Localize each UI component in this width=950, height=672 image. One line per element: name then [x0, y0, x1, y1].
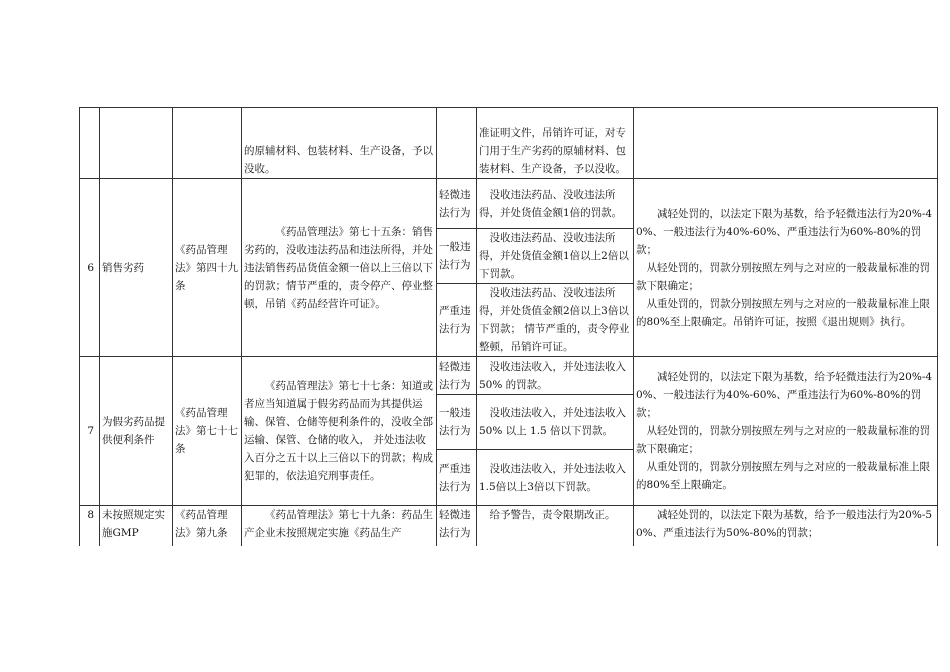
- penalty-standard: 准证明文件，吊销许可证，对专门用于生产劣药的原辅材料、包装材料、生产设备，予以没收。: [477, 108, 634, 179]
- legal-basis: 《药品管理法》第九条: [173, 506, 242, 546]
- penalty-provision: 《药品管理法》第七十五条：销售劣药的，没收违法药品和违法所得，并处违法销售药品货值金额一倍以上三倍以下的罚款；情节严重的，责令停产、停业整顿，吊销《药品经营许可证》。: [242, 179, 437, 357]
- violation-level: 轻微违法行为: [437, 357, 477, 395]
- row-number: 6: [80, 179, 100, 357]
- violation-item: 未按照规定实施GMP: [100, 506, 173, 546]
- violation-level: 轻微违法行为: [437, 506, 477, 546]
- discretion-explanation: [634, 506, 938, 546]
- penalty-discretion-table: [79, 107, 938, 546]
- row-number: [80, 108, 100, 179]
- violation-level: 严重违法行为: [437, 284, 477, 357]
- violation-level: 一般违法行为: [437, 229, 477, 284]
- violation-level: 轻微违法行为: [437, 179, 477, 229]
- violation-level: 一般违法行为: [437, 395, 477, 450]
- penalty-standard: 没收违法收入，并处违法收入 50% 以上 1.5 倍以下罚款。: [477, 395, 634, 450]
- penalty-standard: 给予警告，责令限期改正。: [477, 506, 634, 546]
- explanation-line: 从重处罚的，罚款分别按照左列与之对应的一般裁量标准上限的80%至上限确定。: [636, 461, 930, 491]
- discretion-explanation: [634, 108, 938, 179]
- penalty-standard: 没收违法收入，并处违法收入1.5倍以上3倍以下罚款。: [477, 450, 634, 506]
- table-row: [80, 357, 938, 395]
- row-number: 8: [80, 506, 100, 546]
- explanation-line: 减轻处罚的，以法定下限为基数，给予轻微违法行为20%-40%、一般违法行为40%-60%、严重违法行为60%-80%的罚款；: [636, 371, 933, 419]
- penalty-standard: 没收违法收入，并处违法收入50% 的罚款。: [477, 357, 634, 395]
- discretion-explanation: [634, 179, 938, 357]
- table-row: [80, 506, 938, 546]
- penalty-standard: 没收违法药品、没收违法所得，并处货值金额1倍以上2倍以下罚款。: [477, 229, 634, 284]
- penalty-provision: 《药品管理法》第七十七条：知道或者应当知道属于假劣药品而为其提供运输、保管、仓储等便利条件的，没收全部运输、保管、仓储的收入， 并处违法收入百分之五十以上三倍以下的罚款；构成犯罪的，依法追究刑事责任。: [242, 357, 437, 506]
- table-row: [80, 108, 938, 179]
- explanation-line: 从轻处罚的，罚款分别按照左列与之对应的一般裁量标准的罚款下限确定；: [636, 425, 930, 455]
- penalty-provision: 《药品管理法》第七十九条：药品生产企业未按照规定实施《药品生产: [242, 506, 437, 546]
- violation-item: 销售劣药: [100, 179, 173, 357]
- discretion-explanation: [634, 357, 938, 506]
- legal-basis: 《药品管理法》第七十七条: [173, 357, 242, 506]
- violation-item: 为假劣药品提供便利条件: [100, 357, 173, 506]
- explanation-line: 减轻处罚的，以法定下限为基数，给予轻微违法行为20%-40%、一般违法行为40%-60%、严重违法行为60%-80%的罚款；: [636, 207, 933, 256]
- violation-level: 严重违法行为: [437, 450, 477, 506]
- violation-item: [100, 108, 173, 179]
- row-number: 7: [80, 357, 100, 506]
- explanation-line: 减轻处罚的，以法定下限为基数，给予一般违法行为20%-50%、严重违法行为50%-80%的罚款；: [636, 509, 933, 539]
- explanation-line: 从轻处罚的，罚款分别按照左列与之对应的一般裁量标准的罚款下限确定；: [636, 261, 930, 292]
- violation-level: [437, 108, 477, 179]
- legal-basis: [173, 108, 242, 179]
- legal-basis: 《药品管理法》第四十九条: [173, 179, 242, 357]
- table-row: [80, 179, 938, 229]
- penalty-standard: 没收违法药品、没收违法所得，并处货值金额1倍的罚款。: [477, 179, 634, 229]
- explanation-line: 从重处罚的，罚款分别按照左列与之对应的一般裁量标准上限的80%至上限确定。吊销许可证，按照《退出规则》执行。: [636, 297, 930, 328]
- penalty-standard: 没收违法药品、没收违法所得，并处货值金额2倍以上3倍以下罚款； 情节严重的，责令停业整顿，吊销许可证。: [477, 284, 634, 357]
- penalty-provision: 的原辅材料、包装材料、生产设备，予以没收。: [242, 108, 437, 179]
